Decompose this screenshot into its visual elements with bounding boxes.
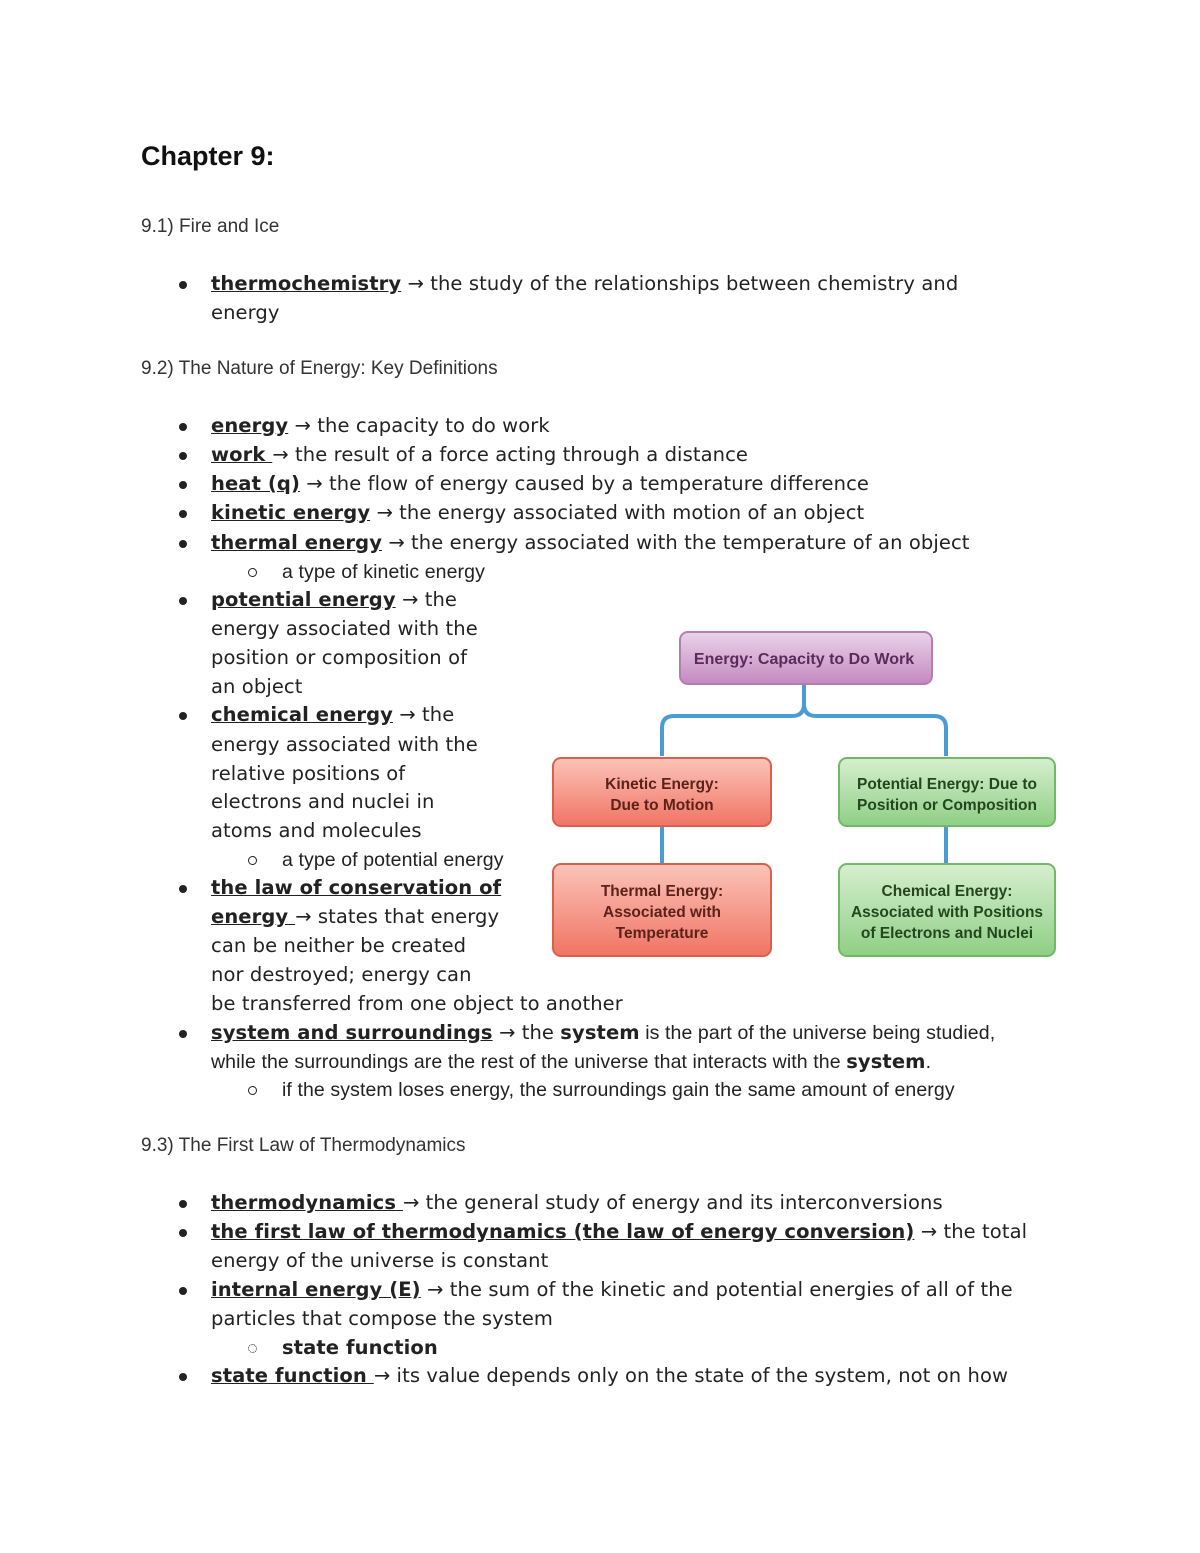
bullet: [179, 510, 187, 518]
connector-left: [662, 684, 804, 756]
definition-text: → the general study of energy and its interconversions: [402, 1191, 943, 1214]
definition-energy: [211, 414, 550, 437]
diagram-label-chemical-3: of Electrons and Nuclei: [860, 925, 1034, 942]
definition-heat: [211, 472, 869, 495]
term-conservation-law: the law of conservation of: [211, 876, 502, 899]
bullet: [179, 885, 187, 893]
definition-chemical-energy: [211, 703, 454, 726]
definition-text: → the result of a force acting through a distance: [272, 443, 749, 466]
emphasis-system: system: [560, 1021, 640, 1044]
definition-continuation: position or composition of: [211, 646, 468, 669]
section-heading-9-3: 9.3) The First Law of Thermodynamics: [141, 1135, 466, 1156]
definition-text: → the energy associated with the temperature of an object: [382, 531, 970, 554]
bullet: [179, 452, 187, 460]
diagram-label-thermal-3: Temperature: [615, 925, 709, 942]
definition-text: → the: [492, 1021, 561, 1044]
definition-text: while the surroundings are the rest of the universe that interacts with the: [211, 1051, 847, 1073]
term-thermochemistry: thermochemistry: [211, 272, 402, 295]
definition-text: → the total: [914, 1220, 1028, 1243]
definition-potential-energy: [211, 588, 457, 611]
definition-text: → the: [392, 703, 455, 726]
term-system-surroundings: system and surroundings: [211, 1021, 493, 1044]
diagram-box-thermal: [553, 864, 771, 956]
bullet: [179, 281, 187, 289]
sub-note-state-function: state function: [282, 1336, 438, 1359]
definition-text: → the sum of the kinetic and potential energies of all of the: [420, 1278, 1013, 1301]
diagram-label-kinetic-2: Due to Motion: [610, 797, 714, 814]
term-state-function: state function: [211, 1364, 374, 1387]
definition-continuation: be transferred from one object to another: [211, 992, 623, 1015]
definition-continuation: energy associated with the: [211, 733, 478, 756]
bullet: [179, 597, 187, 605]
diagram-box-chemical: [839, 864, 1055, 956]
definition-text: → the energy associated with motion of an object: [370, 501, 865, 524]
diagram-label-kinetic-1: Kinetic Energy:: [605, 776, 719, 793]
diagram-label-potential-1: Potential Energy: Due to: [857, 776, 1037, 793]
bullet: [179, 1373, 187, 1381]
sub-bullet: [248, 1344, 257, 1353]
diagram-label-thermal-1: Thermal Energy:: [600, 883, 724, 900]
definition-continuation: relative positions of: [211, 762, 406, 785]
definition-continuation: energy of the universe is constant: [211, 1249, 549, 1272]
bullet: [179, 1200, 187, 1208]
definition-work: [211, 443, 748, 466]
diagram-box-top: [680, 632, 932, 684]
bullet: [179, 540, 187, 548]
term-potential-energy: potential energy: [211, 588, 396, 611]
section-heading-9-2: 9.2) The Nature of Energy: Key Definitions: [141, 358, 498, 379]
definition-internal-energy: [211, 1278, 1013, 1301]
definition-conservation-law: [211, 876, 501, 899]
sub-bullet: [248, 568, 257, 577]
definition-thermochemistry: [211, 272, 958, 295]
term-internal-energy: internal energy (E): [211, 1278, 421, 1301]
definition-text: → its value depends only on the state of the system, not on how: [373, 1364, 1009, 1387]
definition-continuation: an object: [211, 675, 303, 698]
diagram-label-potential-2: Position or Composition: [857, 797, 1037, 814]
definition-text: → the: [395, 588, 457, 611]
definition-continuation: atoms and molecules: [211, 819, 422, 842]
definition-system-surroundings: [211, 1021, 995, 1045]
term-thermal-energy: thermal energy: [211, 531, 383, 554]
sub-note-potential: a type of potential energy: [282, 849, 504, 871]
definition-continuation: electrons and nuclei in: [211, 790, 435, 813]
definition-state-function: [211, 1364, 1008, 1387]
definition-continuation: energy: [211, 301, 280, 324]
definition-text: is the part of the universe being studied,: [639, 1022, 996, 1044]
sub-bullet: [248, 856, 257, 865]
sub-note-kinetic: a type of kinetic energy: [282, 561, 485, 583]
definition-text: → the flow of energy caused by a temperature difference: [299, 472, 869, 495]
definition-text: → the capacity to do work: [288, 414, 550, 437]
definition-thermodynamics: [211, 1191, 943, 1214]
bullet: [179, 1229, 187, 1237]
definition-first-law: [211, 1220, 1027, 1243]
sub-note-system: if the system loses energy, the surroundings gain the same amount of energy: [282, 1079, 955, 1101]
definition-text: → states that energy: [295, 905, 500, 928]
definition-kinetic-energy: [211, 501, 864, 524]
definition-text: .: [925, 1051, 932, 1073]
diagram-box-potential: [839, 758, 1055, 826]
definition-continuation: can be neither be created: [211, 934, 467, 957]
term-chemical-energy: chemical energy: [211, 703, 393, 726]
sub-bullet: [248, 1086, 257, 1095]
diagram-label-chemical-1: Chemical Energy:: [881, 883, 1013, 900]
diagram-box-kinetic: [553, 758, 771, 826]
definition-continuation: [211, 1050, 931, 1074]
term-first-law: the first law of thermodynamics (the law of energy conversion): [211, 1220, 915, 1243]
bullet: [179, 1030, 187, 1038]
term-conservation-law-energy: energy: [211, 905, 296, 928]
definition-thermal-energy: [211, 531, 970, 554]
definition-continuation: particles that compose the system: [211, 1307, 554, 1330]
definition-text: → the study of the relationships between chemistry and: [401, 272, 959, 295]
term-thermodynamics: thermodynamics: [211, 1191, 403, 1214]
definition-continuation: nor destroyed; energy can: [211, 963, 472, 986]
section-heading-9-1: 9.1) Fire and Ice: [141, 216, 280, 237]
bullet: [179, 423, 187, 431]
bullet: [179, 712, 187, 720]
diagram-label-chemical-2: Associated with Positions: [850, 904, 1044, 921]
bullet: [179, 1287, 187, 1295]
definition-conservation-law-cont: [211, 905, 499, 928]
term-heat: heat (q): [211, 472, 300, 495]
diagram-label-thermal-2: Associated with: [603, 904, 721, 921]
energy-diagram: [548, 626, 1064, 966]
term-energy: energy: [211, 414, 289, 437]
page-title: Chapter 9:: [141, 141, 275, 171]
diagram-label-top: Energy: Capacity to Do Work: [693, 651, 915, 668]
connector-right: [804, 704, 946, 756]
term-work: work: [211, 443, 273, 466]
term-kinetic-energy: kinetic energy: [211, 501, 371, 524]
emphasis-system: system: [846, 1050, 926, 1073]
bullet: [179, 481, 187, 489]
definition-continuation: energy associated with the: [211, 617, 478, 640]
